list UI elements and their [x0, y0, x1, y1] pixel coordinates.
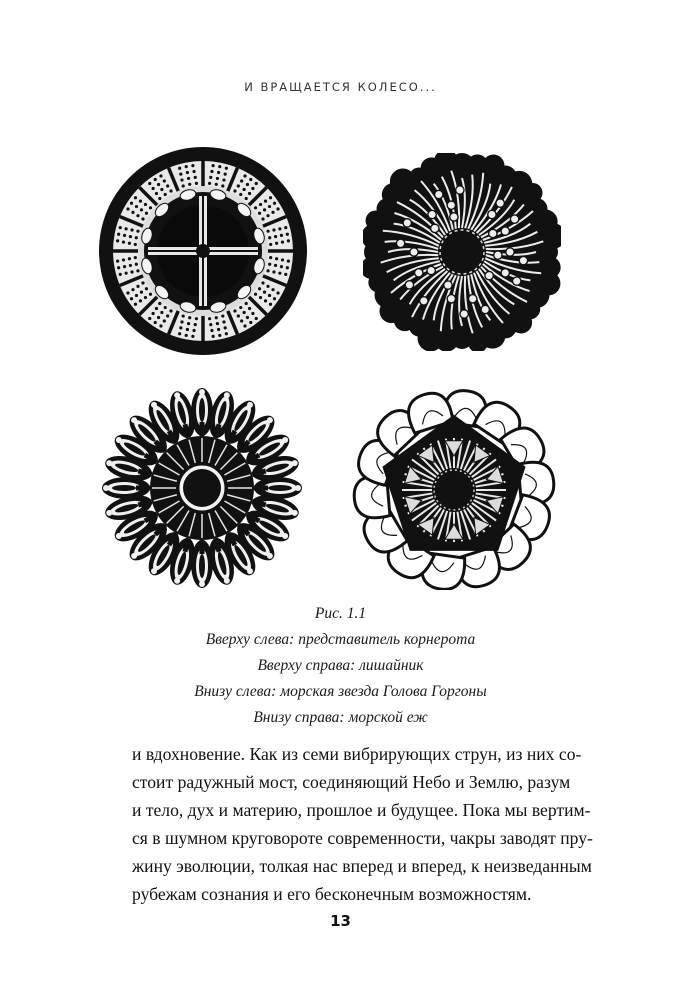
- body-line: рубежам сознания и его бесконечным возможностям.: [132, 884, 532, 904]
- caption-bottom-left: Внизу слева: морская звезда Голова Горгоны: [194, 683, 487, 700]
- figure-caption: [0, 601, 681, 731]
- body-line: стоит радужный мост, соединяющий Небо и Землю, разум: [132, 772, 571, 792]
- page-number: 13: [330, 912, 351, 930]
- body-line: жину эволюции, толкая нас вперед и вперед, к неизведанным: [132, 856, 592, 876]
- caption-top-right: Вверху справа: лишайник: [257, 657, 424, 674]
- body-line: и тело, дух и материю, прошлое и будущее. Пока мы вертим-: [132, 800, 591, 820]
- running-head: И ВРАЩАЕТСЯ КОЛЕСО...: [244, 80, 437, 94]
- sea-urchin-icon: [352, 386, 556, 590]
- caption-top-left: Вверху слева: представитель корнерота: [205, 631, 476, 648]
- basket-star-icon: [100, 386, 304, 590]
- body-paragraph: [132, 740, 593, 908]
- caption-bottom-right: Внизу справа: морской еж: [253, 709, 428, 726]
- body-line: и вдохновение. Как из семи вибрирующих струн, из них со-: [132, 744, 582, 764]
- radiolarian-icon: [98, 146, 308, 356]
- lichen-icon: [363, 153, 561, 351]
- body-line: ся в шумном круговороте современности, чакры заводят пру-: [132, 828, 593, 848]
- caption-label: Рис. 1.1: [314, 605, 367, 622]
